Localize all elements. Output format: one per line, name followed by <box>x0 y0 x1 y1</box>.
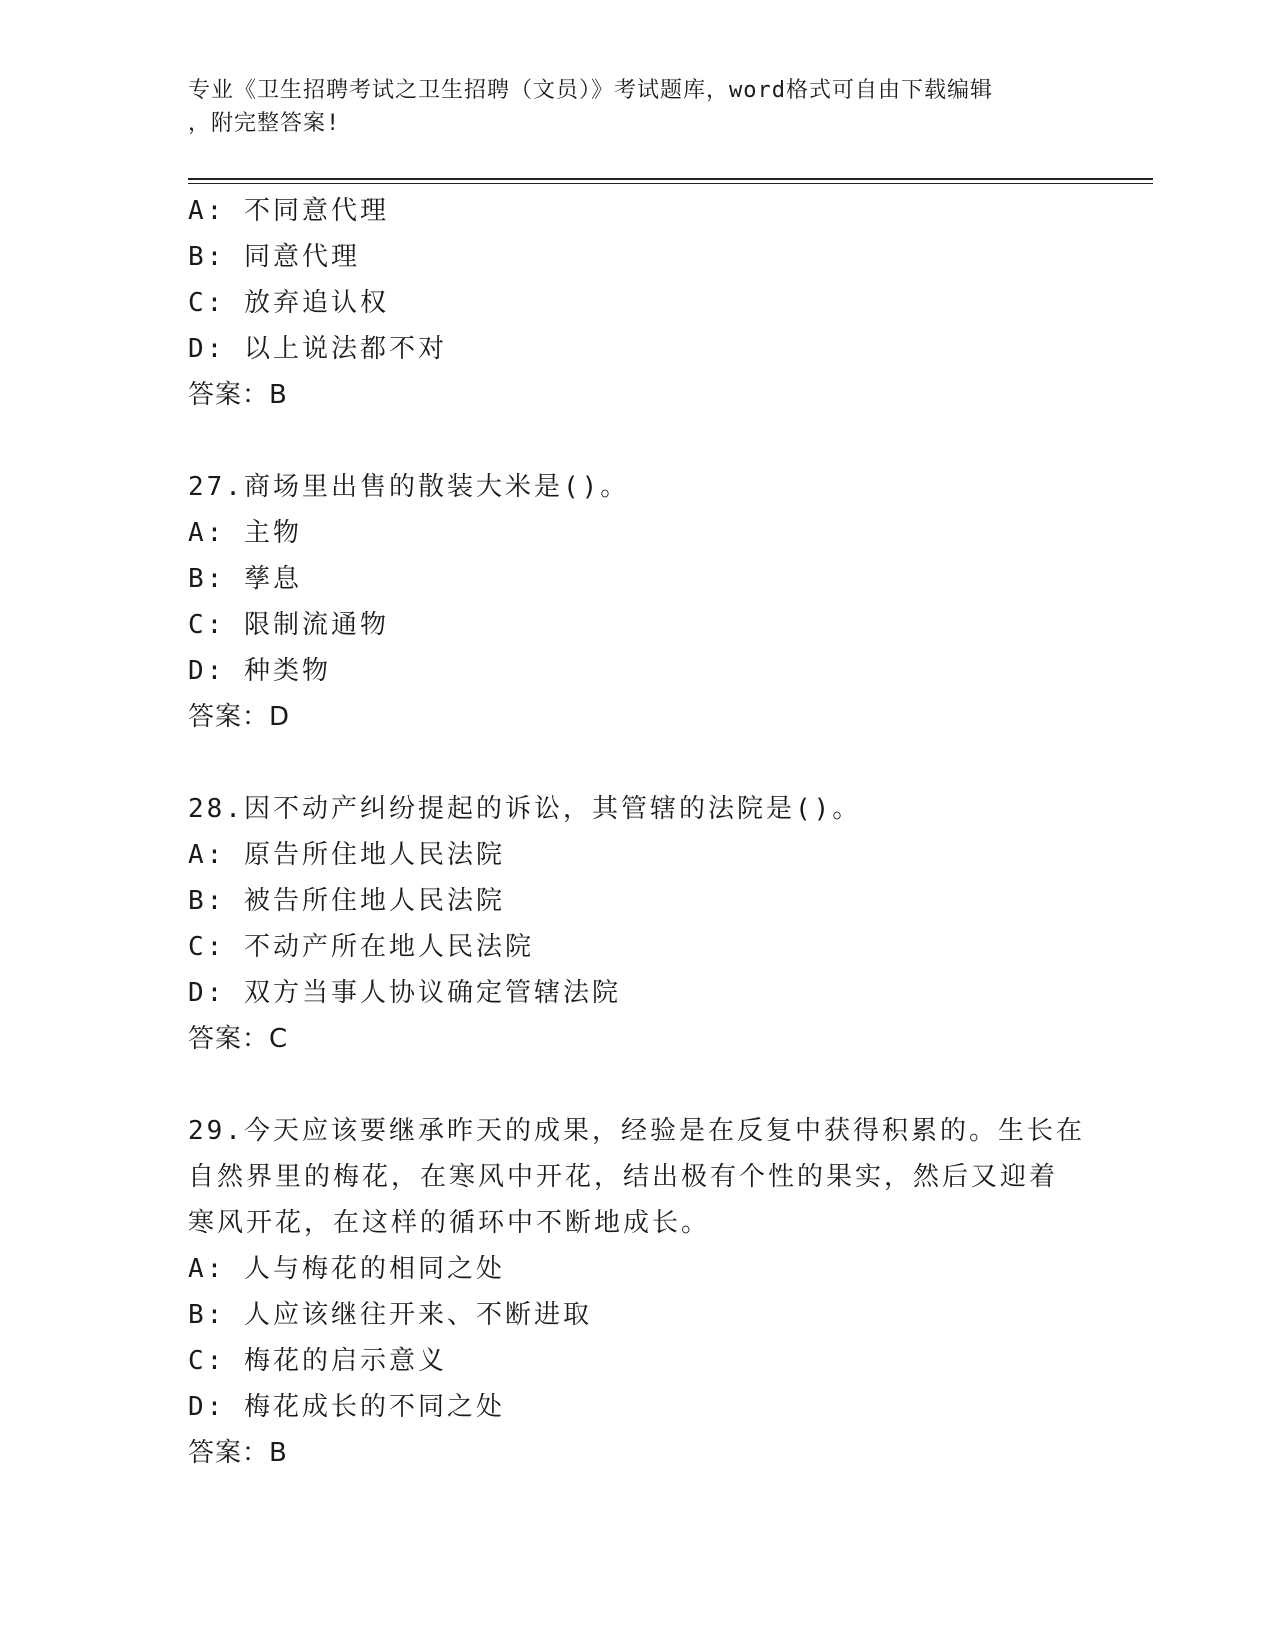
option-b: B: 同意代理 <box>188 242 360 272</box>
question-text: 28.因不动产纠纷提起的诉讼，其管辖的法院是()。 <box>188 794 862 824</box>
option-d: D: 梅花成长的不同之处 <box>188 1392 505 1422</box>
spacer <box>188 418 1088 464</box>
question-block-prev <box>188 188 1088 418</box>
header-rule-thick <box>188 178 1153 180</box>
question-text: 27.商场里出售的散装大米是()。 <box>188 472 630 502</box>
option-c: C: 限制流通物 <box>188 610 389 640</box>
header-line-2: ，附完整答案! <box>188 111 341 136</box>
question-text-line-1: 29.今天应该要继承昨天的成果，经验是在反复中获得积累的。生长在 <box>188 1116 1085 1146</box>
option-d: D: 以上说法都不对 <box>188 334 447 364</box>
option-c: C: 不动产所在地人民法院 <box>188 932 534 962</box>
option-a: A: 不同意代理 <box>188 196 389 226</box>
spacer <box>188 740 1088 786</box>
answer-line: 答案：B <box>188 380 288 410</box>
option-d: D: 种类物 <box>188 656 331 686</box>
option-c: C: 梅花的启示意义 <box>188 1346 447 1376</box>
answer-line: 答案：D <box>188 702 291 732</box>
answer-line: 答案：C <box>188 1024 289 1054</box>
question-block-27 <box>188 464 1088 740</box>
question-list <box>188 188 1088 1476</box>
option-a: A: 人与梅花的相同之处 <box>188 1254 505 1284</box>
spacer <box>188 1062 1088 1108</box>
option-b: B: 孳息 <box>188 564 302 594</box>
option-b: B: 人应该继往开来、不断进取 <box>188 1300 592 1330</box>
question-text-line-3: 寒风开花，在这样的循环中不断地成长。 <box>188 1208 711 1238</box>
question-block-29 <box>188 1108 1088 1476</box>
option-c: C: 放弃追认权 <box>188 288 389 318</box>
document-header <box>188 74 1068 140</box>
header-line-1: 专业《卫生招聘考试之卫生招聘（文员）》考试题库，word格式可自由下载编辑 <box>188 78 993 103</box>
option-d: D: 双方当事人协议确定管辖法院 <box>188 978 621 1008</box>
question-text-line-2: 自然界里的梅花，在寒风中开花，结出极有个性的果实，然后又迎着 <box>188 1162 1059 1192</box>
question-block-28 <box>188 786 1088 1062</box>
option-a: A: 主物 <box>188 518 302 548</box>
answer-line: 答案：B <box>188 1438 288 1468</box>
option-a: A: 原告所住地人民法院 <box>188 840 505 870</box>
option-b: B: 被告所住地人民法院 <box>188 886 505 916</box>
header-rule-thin <box>188 183 1153 184</box>
